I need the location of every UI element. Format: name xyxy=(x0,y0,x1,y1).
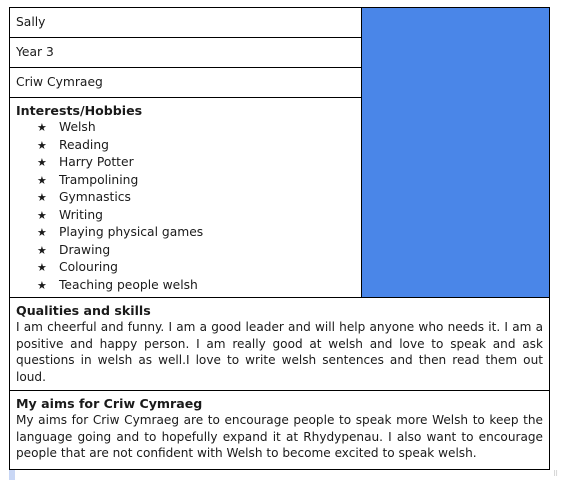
student-group: Criw Cymraeg xyxy=(16,75,103,89)
hobby-label: Harry Potter xyxy=(59,155,134,169)
resize-grip-icon[interactable]: ⠿ xyxy=(553,470,559,478)
star-icon: ★ xyxy=(37,243,47,257)
star-icon: ★ xyxy=(37,191,47,204)
list-item xyxy=(37,242,355,260)
hobby-label: Trampolining xyxy=(59,172,139,187)
star-icon: ★ xyxy=(37,226,47,239)
hobby-list xyxy=(16,119,355,294)
hobby-label: Writing xyxy=(59,207,103,222)
list-item xyxy=(37,119,355,137)
star-icon: ★ xyxy=(37,173,47,187)
student-year: Year 3 xyxy=(16,45,54,59)
star-icon: ★ xyxy=(37,208,47,222)
star-icon: ★ xyxy=(37,138,47,152)
list-item xyxy=(37,189,355,207)
list-item xyxy=(37,259,355,277)
hobby-label: Colouring xyxy=(59,260,118,274)
qualities-text: I am cheerful and funny. I am a good leader and will help anyone who needs it. I am a positive and happy person. I am really good at welsh and love to speak and ask questions in welsh as well.I love to write welsh sentences and then read them out loud. xyxy=(16,320,543,384)
hobby-label: Gymnastics xyxy=(59,190,131,204)
star-icon: ★ xyxy=(37,156,47,169)
list-item xyxy=(37,224,355,242)
group-cell[interactable] xyxy=(10,68,362,98)
text-cursor-marker xyxy=(9,470,15,480)
qualities-title: Qualities and skills xyxy=(16,303,151,318)
hobby-label: Teaching people welsh xyxy=(59,277,198,292)
student-name: Sally xyxy=(16,15,46,29)
aims-cell[interactable] xyxy=(10,391,550,470)
aims-title: My aims for Criw Cymraeg xyxy=(16,396,203,411)
photo-placeholder xyxy=(362,8,550,298)
hobby-label: Reading xyxy=(59,137,109,152)
list-item xyxy=(37,137,355,155)
star-icon: ★ xyxy=(37,121,47,134)
interests-cell[interactable] xyxy=(10,98,362,298)
list-item xyxy=(37,154,355,172)
year-cell[interactable] xyxy=(10,38,362,68)
star-icon: ★ xyxy=(37,278,47,292)
star-icon: ★ xyxy=(37,261,47,274)
hobby-label: Drawing xyxy=(59,242,111,257)
interests-title: Interests/Hobbies xyxy=(16,103,143,118)
hobby-label: Playing physical games xyxy=(59,225,204,239)
qualities-cell[interactable] xyxy=(10,298,550,391)
name-cell[interactable] xyxy=(10,8,362,38)
hobby-label: Welsh xyxy=(59,120,96,134)
profile-table xyxy=(9,7,550,470)
aims-text: My aims for Criw Cymraeg are to encourage people to speak more Welsh to keep the language going and to hopefully expand it at Rhydypenau. I also want to encourage people that are not confident with Welsh to become excited to speak welsh. xyxy=(16,413,543,460)
list-item xyxy=(37,207,355,225)
list-item xyxy=(37,277,355,295)
list-item xyxy=(37,172,355,190)
